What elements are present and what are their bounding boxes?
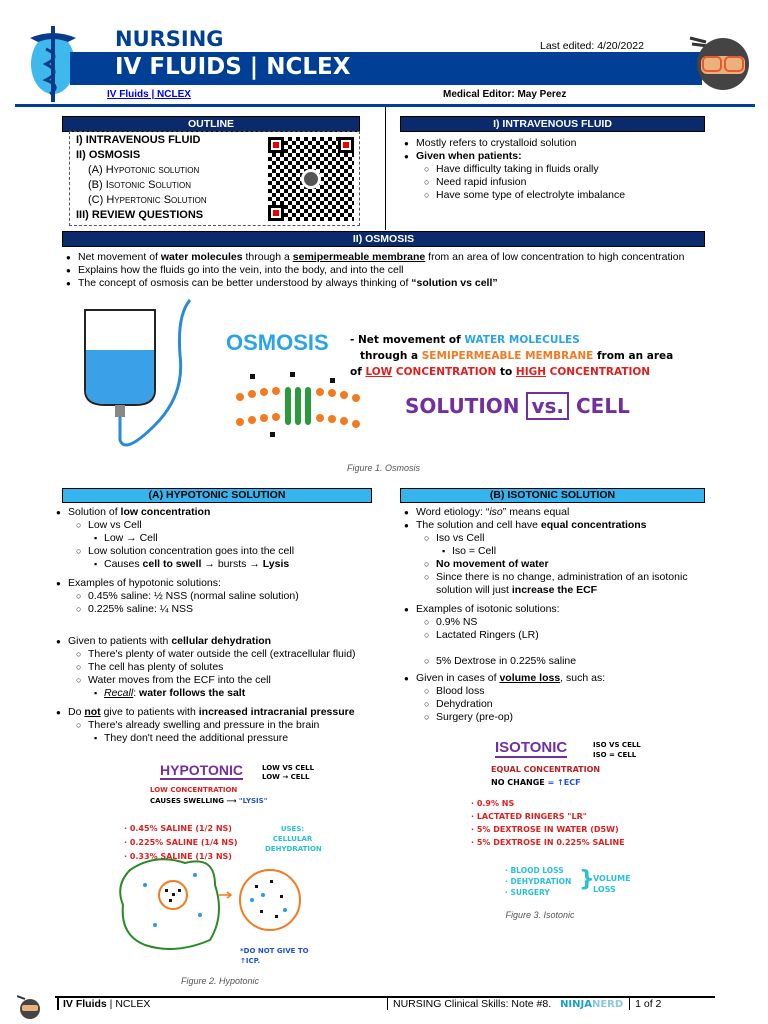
- list-item: ○ There's plenty of water outside the cell (extracellular fluid): [52, 648, 397, 661]
- breadcrumb-link[interactable]: IV Fluids | NCLEX: [107, 89, 191, 100]
- list-item: ○ Low vs Cell: [52, 519, 397, 532]
- list-item: ● Given when patients:: [400, 150, 705, 163]
- list-item: ● Net movement of water molecules through a semipermeable membrane from an area of low concentration to high concentration: [62, 251, 752, 264]
- cell-diagram: [115, 855, 305, 955]
- iv-bag-illustration: [55, 295, 225, 460]
- list-item: ▪ They don't need the additional pressure: [52, 732, 397, 745]
- outline-item[interactable]: (C) Hypertonic Solution: [88, 194, 207, 206]
- list-item: ● Explains how the fluids go into the vein, into the body, and into the cell: [62, 264, 752, 277]
- list-item: ○ Have difficulty taking in fluids orally: [400, 163, 705, 176]
- list-item: ○ No movement of water: [400, 558, 720, 571]
- list-item: ● Given to patients with cellular dehydration: [52, 635, 397, 648]
- list-item: ● The concept of osmosis can be better understood by always thinking of “solution vs cell”: [62, 277, 752, 290]
- outline-item[interactable]: I) INTRAVENOUS FLUID: [76, 134, 201, 146]
- list-item: ○ 0.225% saline: ¼ NSS: [52, 603, 397, 616]
- hypotonic-list: [52, 506, 397, 745]
- footer-ninja-icon: [17, 993, 41, 1021]
- list-item: ○ 5% Dextrose in 0.225% saline: [400, 655, 720, 668]
- list-item: ▪ Iso = Cell: [400, 545, 720, 558]
- list-item: ○ The cell has plenty of solutes: [52, 661, 397, 674]
- page-title: IV FLUIDS | NCLEX: [115, 54, 351, 80]
- list-item: ● Given in cases of volume loss, such as:: [400, 672, 720, 685]
- outline-list: [76, 133, 207, 223]
- figure-2-caption: Figure 2. Hypotonic: [180, 976, 260, 986]
- figure-3-caption: Figure 3. Isotonic: [505, 910, 575, 920]
- osmosis-header: II) OSMOSIS: [62, 231, 705, 247]
- ninja-nerd-logo: NINJANERD: [560, 999, 624, 1010]
- list-item: ▪ Low → Cell: [52, 532, 397, 545]
- list-item: ▪ Recall: water follows the salt: [52, 687, 397, 700]
- list-item: ○ Lactated Ringers (LR): [400, 629, 720, 642]
- list-item: ● Word etiology: “iso” means equal: [400, 506, 720, 519]
- osmosis-figure-title: OSMOSIS: [226, 330, 329, 355]
- outline-item[interactable]: III) REVIEW QUESTIONS: [76, 209, 204, 221]
- list-item: ● Examples of hypotonic solutions:: [52, 577, 397, 590]
- list-item: ○ Water moves from the ECF into the cell: [52, 674, 397, 687]
- list-item: ● Solution of low concentration: [52, 506, 397, 519]
- qr-code[interactable]: [268, 137, 354, 221]
- list-item: ▪ Causes cell to swell → bursts → Lysis: [52, 558, 397, 571]
- figure-1-caption: Figure 1. Osmosis: [346, 463, 421, 473]
- list-item: ○ Since there is no change, administration of an isotonic solution will just increase the ECF: [400, 571, 720, 597]
- outline-item[interactable]: (B) Isotonic Solution: [88, 179, 192, 191]
- list-item: ○ Surgery (pre-op): [400, 711, 720, 724]
- isotonic-header: (B) ISOTONIC SOLUTION: [400, 488, 705, 503]
- footer-left: IV Fluids | NCLEX: [57, 998, 150, 1010]
- list-item: ○ Low solution concentration goes into the cell: [52, 545, 397, 558]
- list-item: ○ Iso vs Cell: [400, 532, 720, 545]
- medical-editor: Medical Editor: May Perez: [443, 89, 567, 100]
- osmosis-list: [62, 251, 752, 290]
- column-divider: [385, 107, 386, 230]
- solution-vs-cell: SOLUTION vs. CELL: [405, 394, 630, 418]
- hypotonic-header: (A) HYPOTONIC SOLUTION: [62, 488, 372, 503]
- hypotonic-figure: HYPOTONIC LOW VS CELL LOW → CELL LOW CONCENTRATION CAUSES SWELLING ⟶ "LYSIS" · 0.45% SALINE (1/2 NS) · 0.225% SALINE (1/4 NS) · 0.33% SALINE (1/3 NS) USES: CELLULAR DEHYDRATION *DO NOT GIVE TO ↑ICP.: [124, 762, 322, 965]
- list-item: ● Examples of isotonic solutions:: [400, 603, 720, 616]
- outline-header: OUTLINE: [62, 116, 360, 132]
- list-item: ○ Blood loss: [400, 685, 720, 698]
- isotonic-figure: ISOTONIC ISO VS CELL ISO = CELL EQUAL CONCENTRATION NO CHANGE = ↑ECF · 0.9% NS · LACTATED RINGERS "LR" · 5% DEXTROSE IN WATER (D5W) · 5% DEXTROSE IN 0.225% SALINE · BLOOD LOSS · DEHYDRATION · SURGERY } VOLUME LOSS: [471, 739, 641, 897]
- list-item: ● The solution and cell have equal concentrations: [400, 519, 720, 532]
- nursing-label: NURSING: [115, 27, 224, 51]
- list-item: ○ 0.9% NS: [400, 616, 720, 629]
- list-item: ● Mostly refers to crystalloid solution: [400, 137, 705, 150]
- membrane-illustration: [230, 372, 380, 442]
- list-item: ● Do not give to patients with increased intracranial pressure: [52, 706, 397, 719]
- iv-fluid-header: I) INTRAVENOUS FLUID: [400, 116, 705, 132]
- list-item: ○ Dehydration: [400, 698, 720, 711]
- ninja-avatar: [688, 30, 750, 92]
- list-item: ○ 0.45% saline: ½ NSS (normal saline solution): [52, 590, 397, 603]
- list-item: ○ Need rapid infusion: [400, 176, 705, 189]
- isotonic-list: [400, 506, 720, 724]
- outline-item[interactable]: (A) Hypotonic solution: [88, 164, 200, 176]
- list-item: ○ Have some type of electrolyte imbalance: [400, 189, 705, 202]
- footer-right: NURSING Clinical Skills: Note #8. NINJANERD 1 of 2: [387, 998, 661, 1010]
- last-edited: Last edited: 4/20/2022: [540, 40, 644, 52]
- osmosis-definition: - Net movement of WATER MOLECULES through a SEMIPERMEABLE MEMBRANE from an area of LOW CONCENTRATION to HIGH CONCENTRATION: [350, 334, 674, 378]
- iv-fluid-list: [400, 137, 705, 202]
- page-number: 1 of 2: [629, 998, 661, 1010]
- outline-item[interactable]: II) OSMOSIS: [76, 149, 141, 161]
- list-item: ○ There's already swelling and pressure in the brain: [52, 719, 397, 732]
